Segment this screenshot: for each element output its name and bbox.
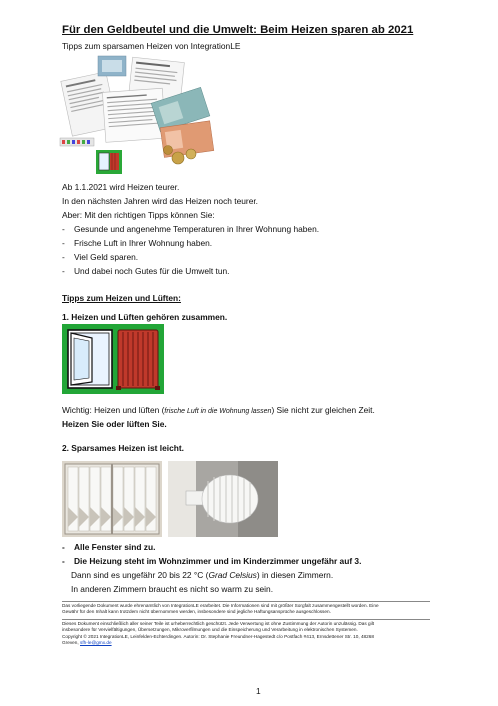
footer-copyright-line-2: insbesondere für Vervielfältigungen, Übersetzungen, Mikroverfilmungen und die Einspeicherung und Verarbeitung in elektronischen Systemen.	[62, 627, 358, 633]
tip2-line3-italic: Grad Celsius	[208, 570, 257, 580]
footer-divider-2	[62, 619, 430, 620]
tip2-heading: 2. Sparsames Heizen ist leicht.	[62, 443, 184, 453]
footer-copyright-line-3: Copyright © 2021 IntegrationLE, Leinfelden-Echterdingen. Autorin: Dr. Stephanie Freundner-Hagestedt c/o Postfach #413, Ernsdettener Str. 10, 48268	[62, 633, 374, 639]
tip2-line-4: In anderen Zimmern braucht es nicht so warm zu sein.	[71, 584, 274, 594]
footer-disclaimer-line-1: Das vorliegende Dokument wurde ehrenamtlich von IntegrationLE erarbeitet. Die Informationen sind mit größter Sorgfalt zusammengestellt worden. Eine	[62, 603, 379, 608]
bullet-dash: -	[62, 542, 65, 552]
tip1-text-before: Wichtig: Heizen und lüften (	[62, 405, 165, 415]
tip1-text	[62, 405, 375, 415]
window-curtain-image	[62, 461, 162, 537]
email-link[interactable]: sfh-le@gmx.de	[79, 640, 112, 646]
document-title: Für den Geldbeutel und die Umwelt: Beim Heizen sparen ab 2021	[62, 24, 414, 36]
money-documents-image	[58, 54, 218, 176]
footer-copyright-line-1: Dieses Dokument einschließlich aller seiner Teile ist urheberrechtlich geschützt. Jede Verwertung ist ohne Zustimmung der Autorin unzulässig. Das gilt	[62, 621, 375, 626]
tip1-text-after: ) Sie nicht zur gleichen Zeit.	[271, 405, 375, 415]
footer-address-end: Greven,	[62, 640, 80, 646]
footer-disclaimer-line-2: Gewähr für den Inhalt kann trotzdem nicht übernommen werden, insbesondere sind jegliche Haftungsansprüche ausgeschlossen.	[62, 609, 331, 615]
intro-line-2: In den nächsten Jahren wird das Heizen noch teurer.	[62, 196, 259, 206]
bullet-text: Und dabei noch Gutes für die Umwelt tun.	[74, 266, 230, 276]
bullet-dash: -	[62, 556, 65, 566]
thermostat-image	[168, 461, 278, 537]
tip1-text-italic: frische Luft in die Wohnung lassen	[164, 408, 272, 415]
intro-bullet-4	[0, 266, 498, 278]
tip2-line-3	[71, 570, 333, 580]
tip2-line3-after: ) in diesen Zimmern.	[256, 570, 334, 580]
bullet-dash: -	[62, 266, 65, 276]
intro-bullet-1	[0, 224, 498, 236]
window-radiator-icon	[62, 324, 164, 394]
bullet-text: Alle Fenster sind zu.	[74, 542, 156, 552]
tip1-bold-line: Heizen Sie oder lüften Sie.	[62, 419, 167, 429]
footer-disclaimer	[62, 603, 379, 616]
bullet-text: Gesunde und angenehme Temperaturen in Ihrer Wohnung haben.	[74, 224, 320, 234]
closed-window-photo	[62, 461, 162, 537]
page-number: 1	[256, 686, 261, 696]
footer-copyright	[62, 621, 374, 647]
bullet-dash: -	[62, 252, 65, 262]
collage-illustration	[58, 54, 218, 176]
footer-divider	[62, 601, 430, 602]
footer-copyright-line-4	[62, 640, 374, 646]
intro-line-1: Ab 1.1.2021 wird Heizen teurer.	[62, 182, 180, 192]
tip2-line3-before: Dann sind es ungefähr 20 bis 22 °C (	[71, 570, 209, 580]
thermostat-photo	[168, 461, 278, 537]
bullet-dash: -	[62, 238, 65, 248]
intro-bullet-2	[0, 238, 498, 250]
bullet-text: Die Heizung steht im Wohnzimmer und im Kinderzimmer ungefähr auf 3.	[74, 556, 362, 566]
window-radiator-pictogram	[62, 324, 164, 394]
tip2-bullet-2	[0, 556, 498, 568]
intro-bullet-3	[0, 252, 498, 264]
intro-line-3: Aber: Mit den richtigen Tipps können Sie:	[62, 210, 215, 220]
bullet-dash: -	[62, 224, 65, 234]
tip2-bullet-1	[0, 542, 498, 554]
section-heading: Tipps zum Heizen und Lüften:	[62, 293, 181, 303]
tip1-heading: 1. Heizen und Lüften gehören zusammen.	[62, 312, 228, 322]
bullet-text: Frische Luft in Ihrer Wohnung haben.	[74, 238, 213, 248]
bullet-text: Viel Geld sparen.	[74, 252, 139, 262]
document-subtitle: Tipps zum sparsamen Heizen von IntegrationLE	[62, 41, 241, 51]
